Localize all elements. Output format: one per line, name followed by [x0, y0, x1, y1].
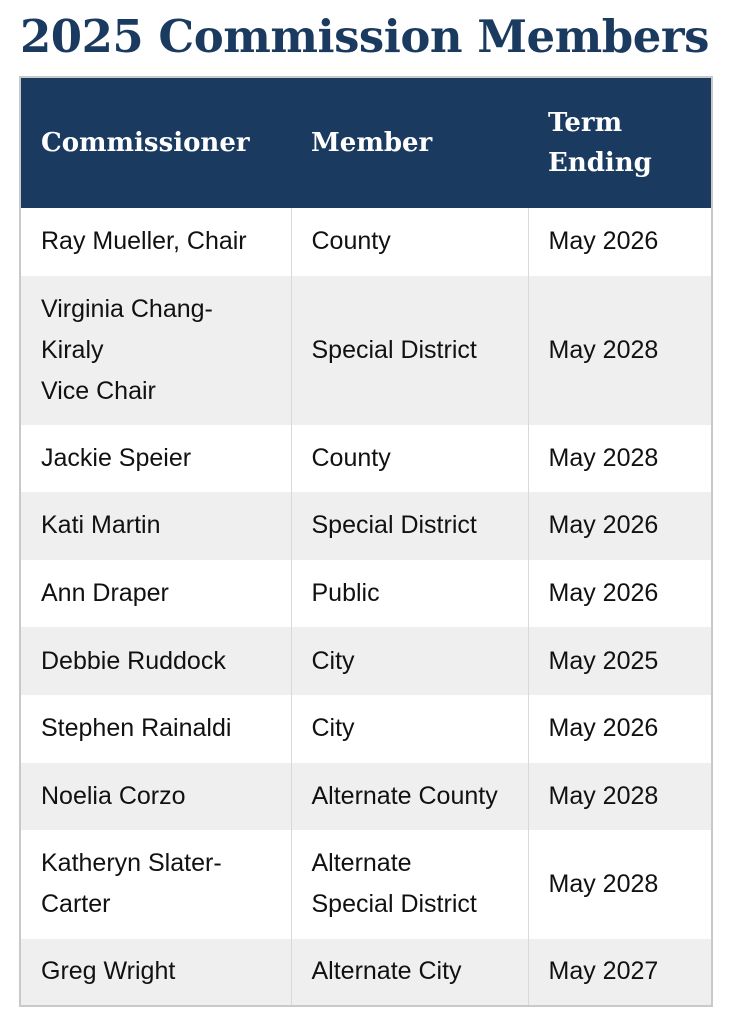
commissioner-cell: [20, 492, 291, 560]
commissioner-cell: [20, 763, 291, 831]
commissioner-cell-line: Vice Chair: [41, 376, 156, 405]
member-cell: [291, 425, 528, 493]
header-member: Member: [311, 128, 433, 158]
table-body: [20, 208, 712, 1006]
table-row: [20, 830, 712, 939]
member-cell-line: Special District: [311, 890, 477, 919]
term-ending-cell: May 2026: [528, 208, 712, 276]
commissioner-cell-line: Kiraly: [41, 335, 104, 364]
commissioner-cell-line: Stephen Rainaldi: [41, 714, 232, 743]
table-row: [20, 276, 712, 425]
header-term-ending: [528, 77, 712, 208]
member-cell-line: County: [311, 227, 391, 256]
term-ending-cell: May 2028: [528, 763, 712, 831]
table-row: [20, 763, 712, 831]
member-cell-line: County: [311, 443, 391, 472]
commissioner-cell-line: Carter: [41, 890, 111, 919]
header-commissioner: Commissioner: [41, 128, 250, 158]
table-row: [20, 695, 712, 763]
commissioner-cell-line: Debbie Ruddock: [41, 646, 226, 675]
table-row: [20, 492, 712, 560]
member-cell: [291, 276, 528, 425]
term-ending-cell: May 2026: [528, 492, 712, 560]
commissioner-cell-line: Greg Wright: [41, 957, 176, 986]
member-cell-line: City: [311, 714, 355, 743]
commissioner-cell-line: Ann Draper: [41, 579, 169, 608]
term-ending-cell: May 2028: [528, 830, 712, 939]
header-row: [20, 77, 712, 208]
member-cell: [291, 208, 528, 276]
table-row: [20, 939, 712, 1007]
member-cell: [291, 560, 528, 628]
term-ending-cell: May 2027: [528, 939, 712, 1007]
table-row: [20, 425, 712, 493]
member-cell-line: Special District: [311, 335, 477, 364]
commissioner-cell-line: Jackie Speier: [41, 443, 192, 472]
commissioner-cell: [20, 276, 291, 425]
header-term-line1: Term: [548, 108, 623, 138]
member-cell: [291, 627, 528, 695]
commissioner-cell: [20, 695, 291, 763]
member-cell-line: Alternate: [311, 849, 412, 878]
table-row: [20, 560, 712, 628]
member-cell: [291, 763, 528, 831]
commissioner-cell-line: Ray Mueller, Chair: [41, 227, 247, 256]
commissioner-cell: [20, 627, 291, 695]
term-ending-cell: May 2028: [528, 276, 712, 425]
commissioner-cell-line: Virginia Chang-: [41, 294, 213, 323]
term-ending-cell: May 2026: [528, 695, 712, 763]
page-title: 2025 Commission Members: [20, 10, 709, 63]
commission-members-table: [19, 76, 713, 1007]
commissioner-cell-line: Katheryn Slater-: [41, 849, 222, 878]
term-ending-cell: May 2028: [528, 425, 712, 493]
table-row: [20, 208, 712, 276]
term-ending-cell: May 2026: [528, 560, 712, 628]
commissioner-cell: [20, 939, 291, 1007]
term-ending-cell: May 2025: [528, 627, 712, 695]
commissioner-cell-line: Noelia Corzo: [41, 781, 186, 810]
table-header: [20, 77, 712, 208]
commissioner-cell: [20, 208, 291, 276]
commissioner-cell: [20, 560, 291, 628]
commissioner-cell: [20, 830, 291, 939]
member-cell-line: Special District: [311, 511, 477, 540]
member-cell: [291, 830, 528, 939]
member-cell: [291, 939, 528, 1007]
member-cell-line: Alternate City: [311, 957, 462, 986]
member-cell: [291, 492, 528, 560]
member-cell-line: Alternate County: [311, 781, 498, 810]
commissioner-cell-line: Kati Martin: [41, 511, 161, 540]
member-cell-line: Public: [311, 579, 380, 608]
member-cell: [291, 695, 528, 763]
table-row: [20, 627, 712, 695]
member-cell-line: City: [311, 646, 355, 675]
header-term-line2: Ending: [548, 148, 652, 178]
commissioner-cell: [20, 425, 291, 493]
